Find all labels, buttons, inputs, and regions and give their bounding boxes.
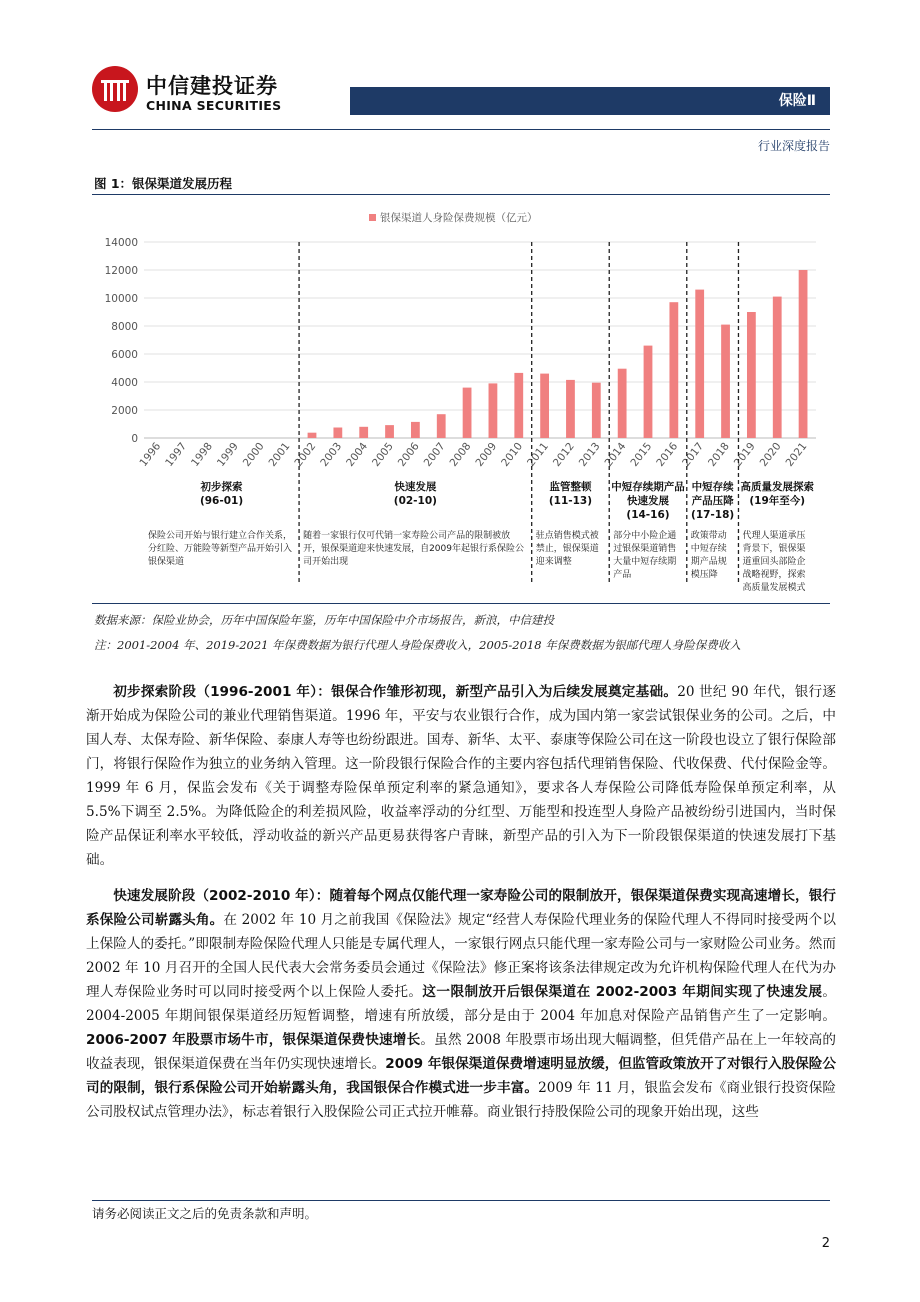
stage-title: 中短存续期产品快速发展 [611, 481, 685, 507]
stage-labels [144, 480, 816, 602]
x-tick-label: 2016 [654, 440, 681, 469]
footer-divider [92, 1200, 830, 1201]
y-tick-label: 12000 [104, 265, 138, 277]
stage-heading-content [609, 480, 687, 522]
stage-description [613, 530, 683, 602]
stage-description [742, 530, 812, 602]
figure-title: 图 1：银保渠道发展历程 [94, 176, 233, 191]
paragraph-rapid-development [86, 884, 836, 1124]
bold-run: 2006-2007 年股票市场牛市，银保渠道保费快速增长 [86, 1032, 421, 1048]
bold-run: 这一限制放开后银保渠道在 2002-2003 年期间实现了快速发展 [422, 984, 823, 1000]
section-label: 保险Ⅱ [350, 87, 830, 115]
stage-heading-content [144, 480, 299, 508]
x-tick-label: 2002 [292, 440, 319, 469]
bar-2011 [540, 374, 549, 438]
y-tick-label: 0 [131, 433, 138, 445]
report-type: 行业深度报告 [757, 139, 830, 153]
bold-run: 初步探索阶段（1996-2001 年）：银保合作雏形初现，新型产品引入为后续发展奠定基础。 [113, 684, 678, 700]
text-run: 在 2002 年 10 月之前我国《保险法》规定“经营人寿保险代理业务的保险代理人不得同时接受两个以上保险人的委托。”即限制寿险保险代理人只能是专属代理人，一家银行网点只能代理一家寿险公司与一家财险公司业务。然而 2002 年 10 月召开的全国人民代表大会常务委员会通过《保险法》修正案将该条法律规定改为允许机构保险代理人在代为办理人寿保险业务时可以同时接受两个以上保险人委托。 [86, 912, 836, 1000]
stage-description [691, 530, 735, 602]
page-number: 2 [821, 1236, 830, 1251]
bar-2019 [747, 312, 756, 438]
x-tick-label: 2004 [344, 440, 371, 469]
x-tick-label: 1996 [137, 440, 164, 469]
x-tick-label: 2008 [447, 440, 474, 469]
stage-description [303, 530, 528, 602]
bar-2007 [437, 414, 446, 438]
x-tick-label: 2000 [240, 440, 267, 469]
logo-english-name: CHINA SECURITIES [146, 98, 282, 113]
stage-description-content: 保险公司开始与银行建立合作关系，分红险、万能险等新型产品开始引入银保渠道 [148, 531, 293, 567]
bar-2018 [721, 325, 730, 438]
header-divider [92, 129, 830, 130]
x-tick-label: 2013 [576, 440, 603, 469]
x-tick-label: 2005 [369, 440, 396, 469]
bar-2002 [308, 433, 317, 438]
stage-description [536, 530, 606, 602]
legend-label: 银保渠道人身险保费规模（亿元） [380, 212, 538, 224]
stage-heading [532, 480, 610, 526]
bold-run: 快速发展阶段（2002-2010 年）：随着每个网点仅能代理一家寿险公司的限制放开，银保渠道保费实现高速增长，银行系保险公司崭露头角。 [86, 888, 836, 928]
stage-range: (14-16) [626, 509, 670, 521]
x-tick-label: 2021 [783, 440, 810, 469]
stage-title: 初步探索 [200, 481, 243, 493]
bar-2003 [333, 428, 342, 439]
disclaimer: 请务必阅读正文之后的免责条款和声明。 [92, 1206, 318, 1221]
x-tick-label: 2012 [550, 440, 577, 469]
bar-2012 [566, 380, 575, 438]
y-tick-label: 8000 [111, 321, 138, 333]
y-tick-label: 6000 [111, 349, 138, 361]
stage-heading-content [532, 480, 610, 508]
stage-range: (17-18) [691, 509, 735, 521]
stage-description-content: 政策带动中短存续期产品规模压降 [690, 531, 727, 580]
paragraph-initial-exploration [86, 680, 836, 872]
stage-title: 高质量发展探索 [740, 481, 814, 493]
stage-range: (96-01) [199, 495, 244, 507]
x-tick-label: 2015 [628, 440, 655, 469]
x-tick-label: 2006 [395, 440, 422, 469]
y-tick-label: 2000 [111, 405, 138, 417]
x-tick-label: 2009 [473, 440, 500, 469]
stage-range: (11-13) [548, 495, 593, 507]
bar-2006 [411, 422, 420, 438]
logo-chinese-name: 中信建投证券 [146, 74, 278, 98]
stage-title: 中短存续产品压降 [691, 481, 734, 507]
bar-2010 [514, 373, 523, 438]
stage-title: 监管整顿 [549, 481, 592, 493]
chart-legend [369, 211, 538, 224]
x-tick-label: 2001 [266, 440, 293, 469]
bar-2020 [773, 297, 782, 438]
bar-2016 [669, 302, 678, 438]
figure-bottom-divider [92, 603, 830, 604]
stage-heading [738, 480, 816, 526]
x-tick-label: 1999 [214, 440, 241, 469]
chart-y-axis [105, 237, 138, 445]
x-tick-label: 1997 [163, 440, 190, 469]
bar-2005 [385, 425, 394, 438]
x-tick-label: 2010 [499, 440, 526, 469]
stage-range: (19年至今) [749, 495, 806, 507]
bar-2008 [463, 388, 472, 438]
stage-heading-content [687, 480, 739, 522]
x-tick-label: 1998 [189, 440, 215, 469]
figure-data-note: 注：2001-2004 年、2019-2021 年保费数据为银行代理人身险保费收入，2005-2018 年保费数据为银邮代理人身险保费收入 [94, 638, 741, 652]
figure-top-divider [92, 194, 830, 195]
chart-grid [144, 242, 816, 438]
bold-run: 2009 年银保渠道保费增速明显放缓，但监管政策放开了对银行入股保险公司的限制，银行系保险公司开始崭露头角，我国银保合作模式进一步丰富。 [86, 1056, 836, 1096]
stage-title: 快速发展 [394, 481, 437, 493]
legend-swatch [369, 214, 376, 221]
stage-description-content: 驻点销售模式被禁止，银保渠道迎来调整 [535, 531, 599, 567]
stage-description-content: 部分中小险企通过银保渠道销售大量中短存续期产品 [613, 531, 677, 580]
stage-description-content: 代理人渠道承压背景下，银保渠道重回头部险企战略视野，探索高质量发展模式 [742, 531, 806, 593]
stage-description-content: 随着一家银行仅可代销一家寿险公司产品的限制被放开，银保渠道迎来快速发展，自2009年起银行系保险公司开始出现 [303, 531, 524, 567]
bar-2004 [359, 427, 368, 438]
x-tick-label: 2020 [757, 440, 784, 469]
text-run: 2009 年 11 月，银监会发布《商业银行投资保险公司股权试点管理办法》，标志着银行入股保险公司正式拉开帷幕。商业银行持股保险公司的现象开始出现，这些 [86, 1080, 837, 1120]
stage-description [148, 530, 295, 602]
x-tick-label: 2019 [731, 440, 758, 469]
x-tick-label: 2017 [680, 440, 707, 469]
y-tick-label: 14000 [104, 237, 138, 249]
x-tick-label: 2003 [318, 440, 345, 469]
y-tick-label: 4000 [111, 377, 138, 389]
bar-2017 [695, 290, 704, 438]
figure-source-note: 数据来源：保险业协会，历年中国保险年鉴，历年中国保险中介市场报告，新浪，中信建投 [94, 613, 554, 627]
stage-heading [144, 480, 299, 526]
stage-heading [687, 480, 739, 526]
text-run: 20 世纪 90 年代，银行逐渐开始成为保险公司的兼业代理销售渠道。1996 年，平安与农业银行合作，成为国内第一家尝试银保业务的公司。之后，中国人寿、太保寿险、新华保险、泰康人寿等也纷纷跟进。国寿、新华、太平、泰康等保险公司在这一阶段也设立了银行保险部门，将银行保险作为独立的业务纳入管理。这一阶段银行保险合作的主要内容包括代理销售保险、代收保费、代付保险金等。1999 年 6 月，保监会发布《关于调整寿险保单预定利率的紧急通知》，要求各人寿保险公司降低寿险保单预定利率，从 5.5%下调至 2.5%。为降低险企的利差损风险，收益率浮动的分红型、万能型和投连型人身险产品被纷纷引进国内，当时保险产品保证利率水平较低，浮动收益的新兴产品更易获得客户青睐，新型产品的引入为下一阶段银保渠道的快速发展打下基础。 [86, 684, 836, 868]
bank-insurance-premium-chart [92, 196, 830, 602]
stage-heading [609, 480, 687, 526]
text-run: 。虽然 2008 年股票市场出现大幅调整，但凭借产品在上一年较高的收益表现，银保渠道保费在当年仍实现快速增长。 [86, 1032, 836, 1072]
stage-heading [299, 480, 532, 526]
x-tick-label: 2014 [602, 440, 629, 469]
stage-heading-content [738, 480, 816, 508]
y-tick-label: 10000 [104, 293, 138, 305]
bar-2015 [644, 346, 653, 438]
text-run: 。2004-2005 年期间银保渠道经历短暂调整，增速有所放缓，部分是由于 2004 年加息对保险产品销售产生了一定影响。 [86, 984, 836, 1024]
bar-2021 [799, 270, 808, 438]
x-tick-label: 2007 [421, 440, 448, 469]
stage-range: (02-10) [393, 495, 437, 507]
x-tick-label: 2011 [525, 440, 551, 469]
bar-2013 [592, 383, 601, 438]
chart-x-axis [137, 440, 809, 469]
logo-emblem-icon [92, 66, 138, 112]
stage-heading-content [299, 480, 532, 508]
x-tick-label: 2018 [705, 440, 732, 469]
bar-2009 [489, 383, 498, 438]
bar-2014 [618, 369, 627, 438]
company-logo [92, 66, 138, 112]
